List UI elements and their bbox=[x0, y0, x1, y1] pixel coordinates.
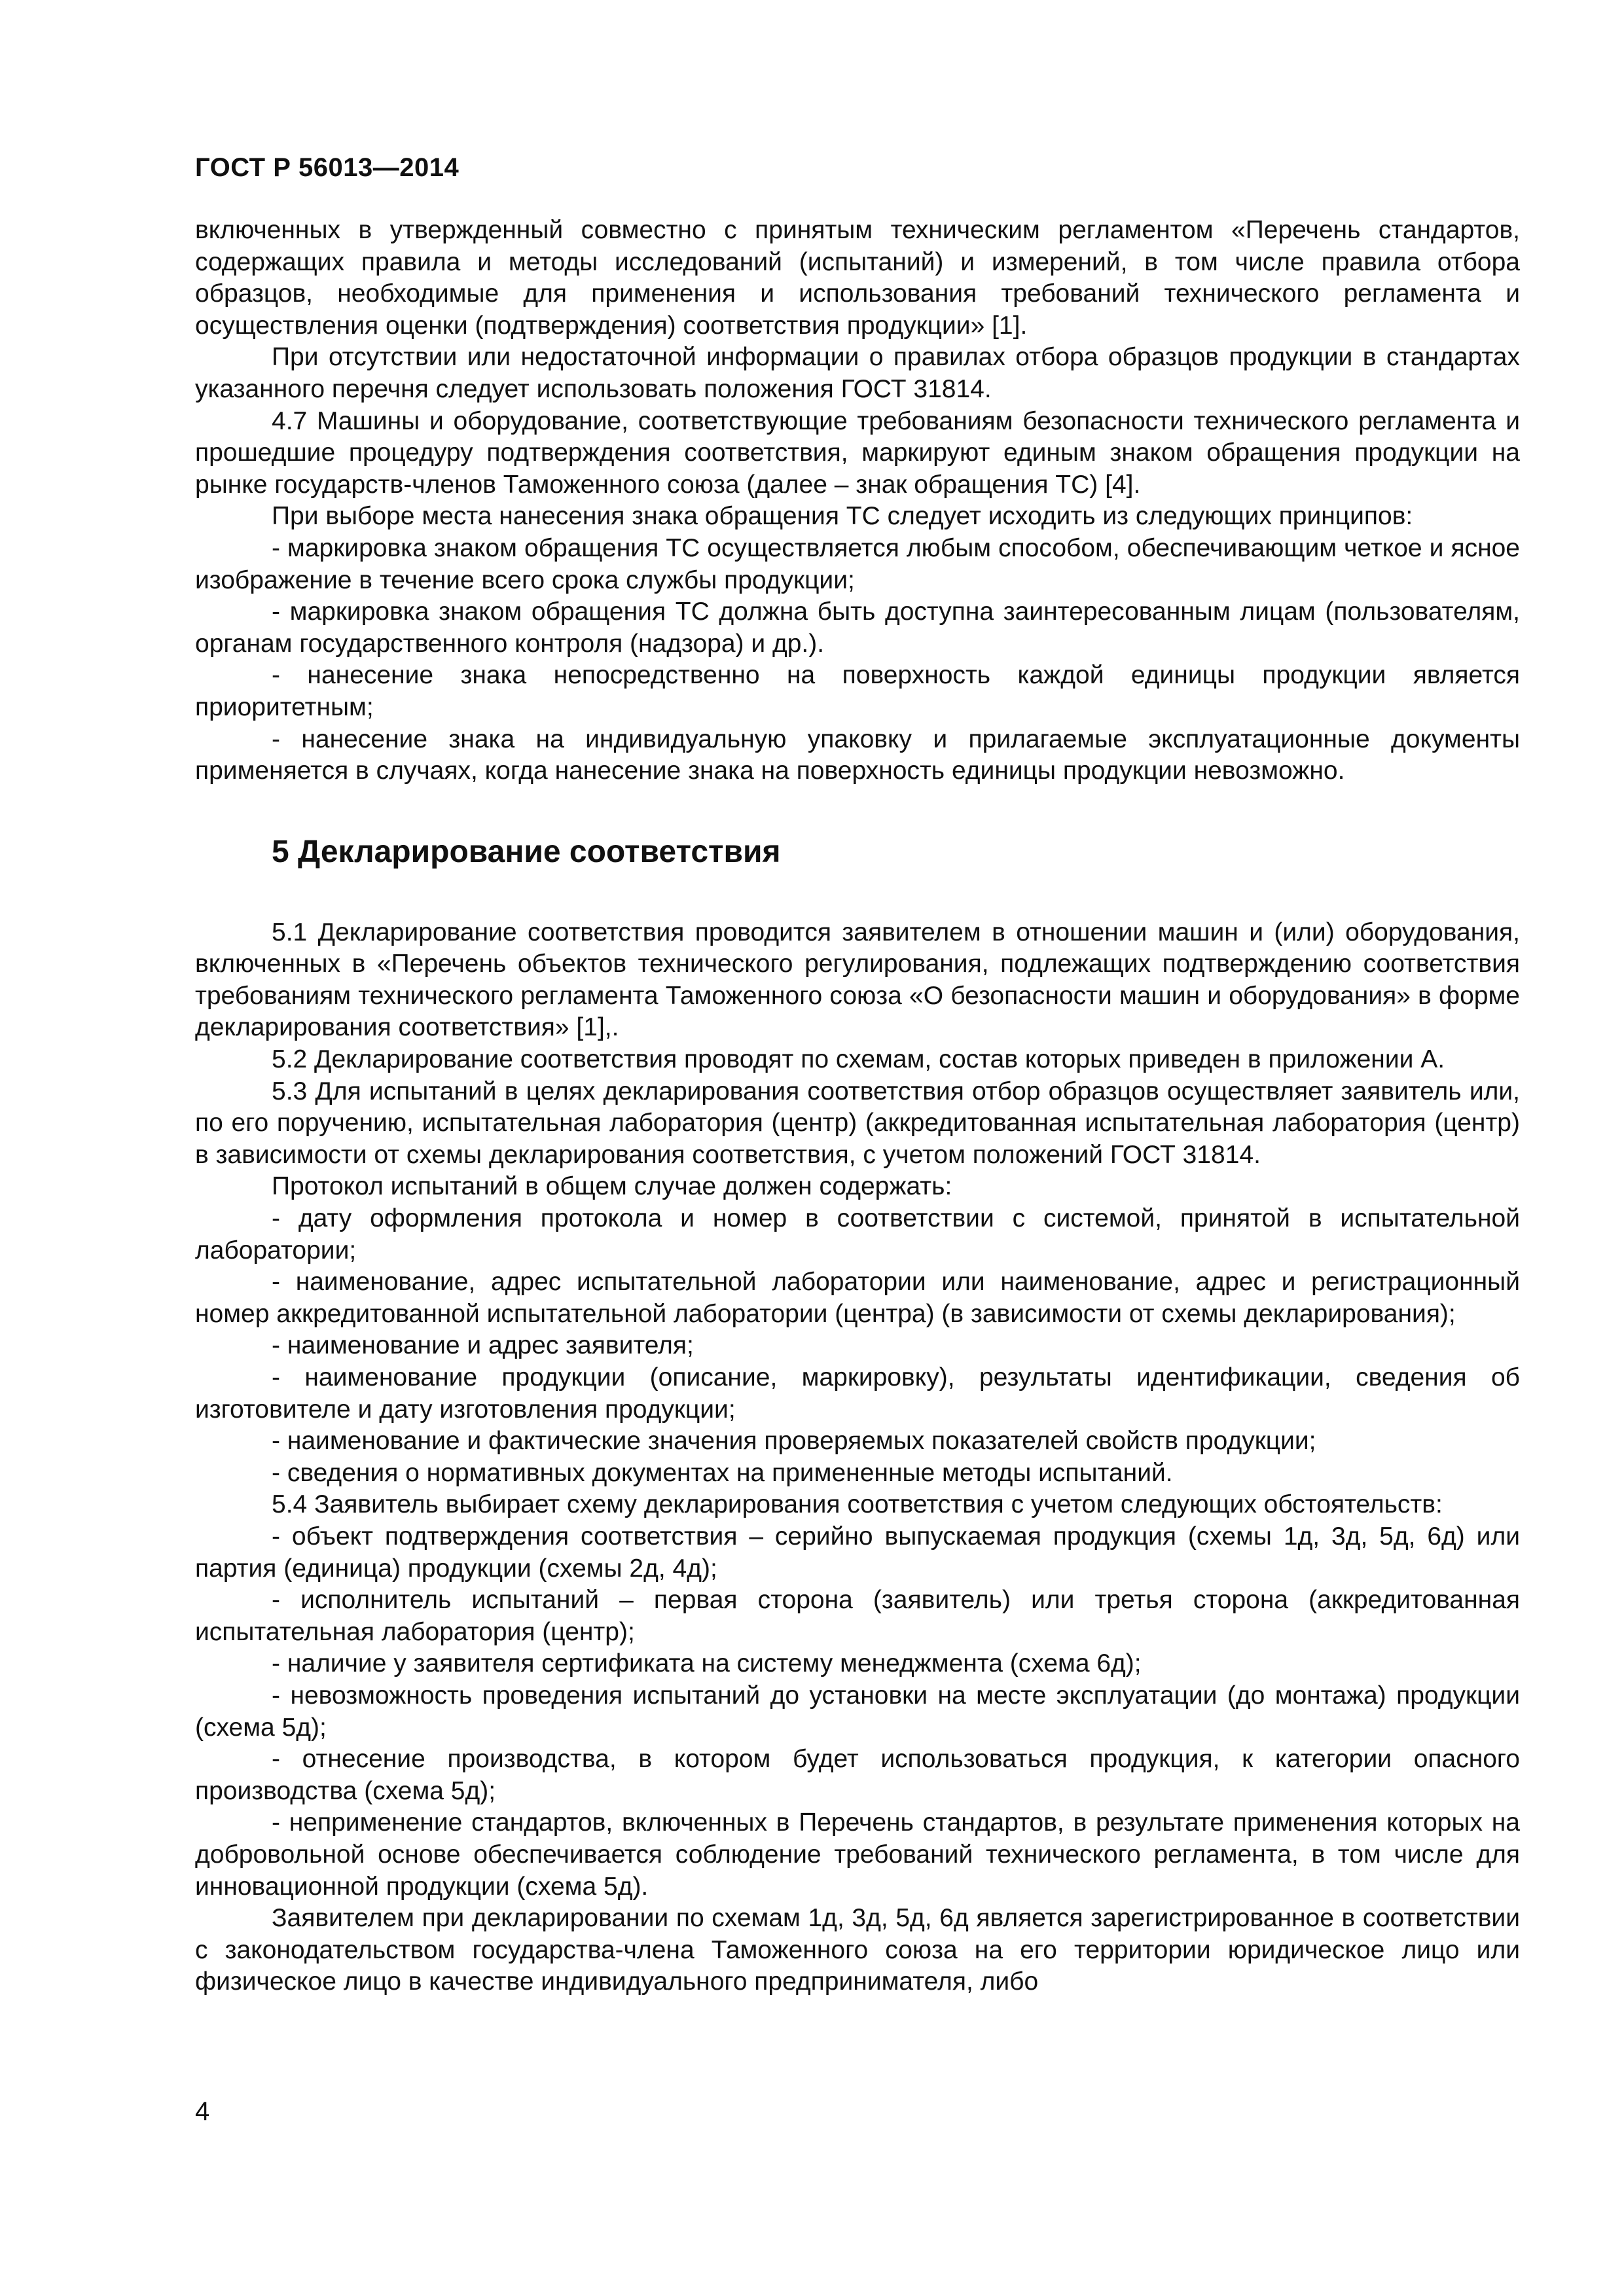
list-item: - маркировка знаком обращения ТС осуществляется любым способом, обеспечивающим четкое и ясное изображение в течение всего срока службы продукции; bbox=[195, 533, 1520, 594]
paragraph: Протокол испытаний в общем случае должен содержать: bbox=[272, 1172, 952, 1201]
document-body bbox=[195, 215, 1520, 1998]
list-item: - наименование, адрес испытательной лаборатории или наименование, адрес и регистрационный номер аккредитованной испытательной лаборатории (центра) (в зависимости от схемы декларирования); bbox=[195, 1268, 1520, 1328]
paragraph: 5.2 Декларирование соответствия проводят по схемам, состав которых приведен в приложении А. bbox=[272, 1045, 1445, 1074]
paragraph: 5.3 Для испытаний в целях декларирования соответствия отбор образцов осуществляет заявитель или, по его поручению, испытательная лаборатория (центр) (аккредитованная испытательная лаборатория (центр) в зависимости от схемы декларирования соответствия, с учетом положений ГОСТ 31814. bbox=[195, 1077, 1520, 1169]
paragraph: 5.1 Декларирование соответствия проводится заявителем в отношении машин и (или) оборудования, включенных в «Перечень объектов технического регулирования, подлежащих подтверждению соответствия требованиям технического регламента Таможенного союза «О безопасности машин и оборудования» в форме декларирования соответствия» [1],. bbox=[195, 918, 1520, 1042]
list-item: - нанесение знака на индивидуальную упаковку и прилагаемые эксплуатационные документы применяется в случаях, когда нанесение знака на поверхность единицы продукции невозможно. bbox=[195, 725, 1520, 785]
list-item: - отнесение производства, в котором будет использоваться продукция, к категории опасного производства (схема 5д); bbox=[195, 1745, 1520, 1805]
paragraph: 4.7 Машины и оборудование, соответствующие требованиям безопасности технического регламента и прошедшие процедуру подтверждения соответствия, маркируют единым знаком обращения продукции на рынке государств-членов Таможенного союза (далее – знак обращения ТС) [4]. bbox=[195, 406, 1520, 499]
list-item: - наименование и адрес заявителя; bbox=[272, 1331, 694, 1360]
paragraph: Заявителем при декларировании по схемам 1д, 3д, 5д, 6д является зарегистрированное в соответствии с законодательством государства-члена Таможенного союза на его территории юридическое лицо или физическое лицо в качестве индивидуального предпринимателя, либо bbox=[195, 1904, 1520, 1996]
list-item: - сведения о нормативных документах на примененные методы испытаний. bbox=[272, 1458, 1173, 1487]
list-item: - маркировка знаком обращения ТС должна быть доступна заинтересованным лицам (пользователям, органам государственного контроля (надзора) и др.). bbox=[195, 598, 1520, 658]
paragraph: включенных в утвержденный совместно с принятым техническим регламентом «Перечень стандартов, содержащих правила и методы исследований (испытаний) и измерений, в том числе правила отбора образцов, необходимые для применения и использования требований технического регламента и осуществления оценки (подтверждения) соответствия продукции» [1]. bbox=[195, 216, 1520, 340]
paragraph: При выборе места нанесения знака обращения ТС следует исходить из следующих принципов: bbox=[272, 502, 1413, 531]
list-item: - наименование продукции (описание, маркировку), результаты идентификации, сведения об изготовителе и дату изготовления продукции; bbox=[195, 1363, 1520, 1424]
section-title: 5 Декларирование соответствия bbox=[272, 834, 781, 869]
list-item: - нанесение знака непосредственно на поверхность каждой единицы продукции является приоритетным; bbox=[195, 661, 1520, 721]
list-item: - невозможность проведения испытаний до установки на месте эксплуатации (до монтажа) продукции (схема 5д); bbox=[195, 1681, 1520, 1742]
paragraph: При отсутствии или недостаточной информации о правилах отбора образцов продукции в стандартах указанного перечня следует использовать положения ГОСТ 31814. bbox=[195, 343, 1520, 403]
list-item: - наименование и фактические значения проверяемых показателей свойств продукции; bbox=[272, 1427, 1316, 1456]
document-header: ГОСТ Р 56013—2014 bbox=[195, 153, 460, 182]
list-item: - наличие у заявителя сертификата на систему менеджмента (схема 6д); bbox=[272, 1649, 1142, 1678]
paragraph: 5.4 Заявитель выбирает схему декларирования соответствия с учетом следующих обстоятельств: bbox=[272, 1490, 1443, 1519]
list-item: - исполнитель испытаний – первая сторона (заявитель) или третья сторона (аккредитованная испытательная лаборатория (центр); bbox=[195, 1586, 1520, 1646]
page-number: 4 bbox=[195, 2097, 210, 2126]
list-item: - дату оформления протокола и номер в соответствии с системой, принятой в испытательной лаборатории; bbox=[195, 1204, 1520, 1265]
list-item: - неприменение стандартов, включенных в Перечень стандартов, в результате применения которых на добровольной основе обеспечивается соблюдение требований технического регламента, в том числе для инновационной продукции (схема 5д). bbox=[195, 1808, 1520, 1901]
list-item: - объект подтверждения соответствия – серийно выпускаемая продукция (схемы 1д, 3д, 5д, 6д) или партия (единица) продукции (схемы 2д, 4д); bbox=[195, 1522, 1520, 1583]
